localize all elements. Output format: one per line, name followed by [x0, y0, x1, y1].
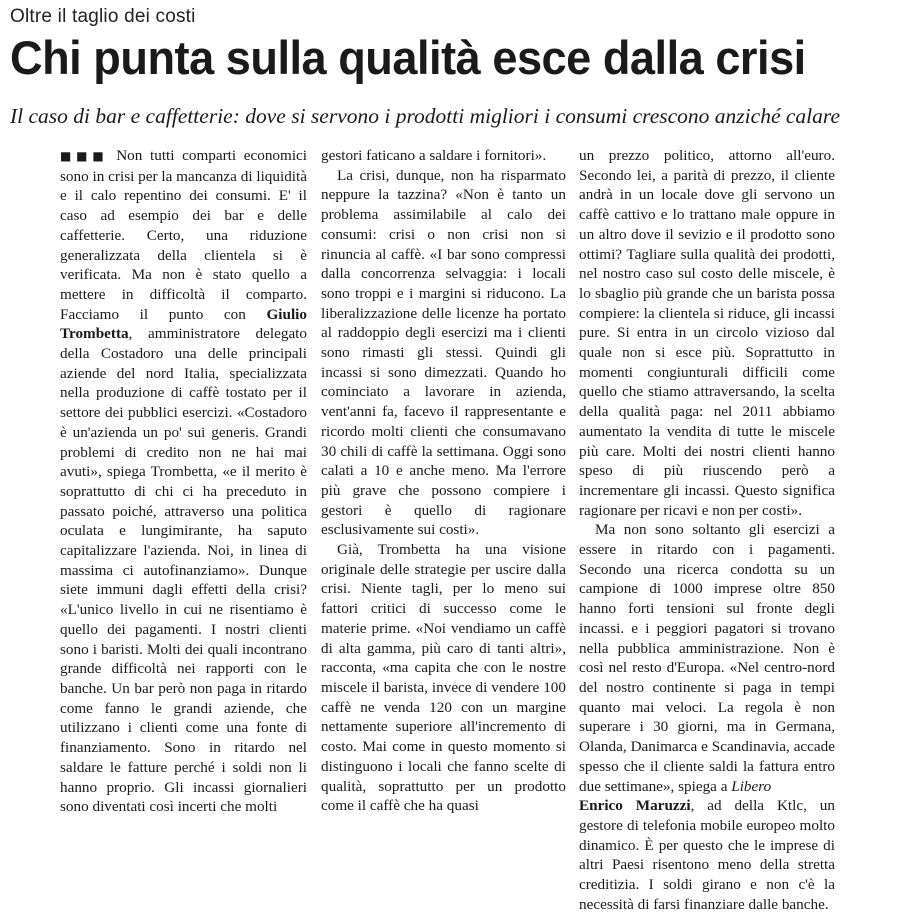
- article-column-1: [60, 146, 307, 817]
- paragraph: gestori faticano a saldare i fornitori».: [321, 147, 547, 164]
- paragraph: un prezzo politico, attorno all'euro. Secondo lei, a parità di prezzo, il cliente andrà in un locale dove gli servono un caffè cattivo e lo trattano male oppure in un altro dove il sevizio e il prodotto sono ottimi? Tagliare sulla qualità dei prodotti, nel nostro caso sul costo delle miscele, è lo sbaglio più grande che un barista possa compiere: la clientela si riduce, gli incassi pure. Si entra in un circolo vizioso dal quale non si esce più. Soprattutto in momenti congiunturali difficili come quello che stiamo attraversando, la scelta della qualità paga: nel 2011 abbiamo aumentato la vendita di tutte le miscele più care. Molti dei nostri clienti hanno speso di più riuscendo però a incrementare gli incassi. Questo significa ragionare per ricavi e non per costi».: [579, 147, 835, 519]
- source-name: Libero: [731, 777, 772, 795]
- subheadline: Il caso di bar e caffetterie: dove si servono i prodotti migliori i consumi crescono anziché calare: [10, 104, 840, 128]
- person-name: Enrico Maruzzi: [579, 797, 691, 815]
- paragraph-text: Ma non sono soltanto gli esercizi a essere in ritardo con i pagamenti. Secondo una ricerca condotta su un campione di 1000 imprese oltre 850 hanno forti tensioni sul fronte degli incassi. e i peggiori pagatori si trovano nella pubblica amministrazione. Non è così nel resto d'Europa. «Nel centro-nord del nostro continente si paga in tempi quanto mai veloci. La regola è non superare i 30 giorni, ma in Germana, Olanda, Danimarca e Scandinavia, accade spesso che il cliente saldi la fattura entro due settimane», spiega a: [579, 521, 835, 795]
- article-column-3: [579, 146, 835, 914]
- paragraph: [579, 520, 835, 914]
- paragraph-text: , ad della Ktlc, un gestore di telefonia mobile europeo molto dinamico. È per questo che le imprese di altri Paesi risentono meno della stretta creditizia. I soldi girano e non c'è la necessità di farsi finanziare dalle banche.: [579, 797, 835, 913]
- kicker: Oltre il taglio dei costi: [10, 6, 196, 27]
- article-column-2: [321, 146, 566, 816]
- section-bullet-icon: ■■■: [60, 149, 109, 163]
- person-name: Giulio Trombetta: [60, 305, 307, 343]
- paragraph-text: Non tutti comparti economici sono in crisi per la mancanza di liquidità e il calo repentino dei consumi. E' il caso ad esempio dei bar e delle caffetterie. Certo, una riduzione generalizzata della clientela si è verificata. Ma non è stato quello a mettere in difficoltà il comparto. Facciamo il punto con: [60, 147, 307, 323]
- paragraph: Già, Trombetta ha una visione originale delle strategie per uscire dalla crisi. Niente tagli, per lo meno sui fattori critici di successo come le materie prime. «Noi vendiamo un caffè di alta gamma, più caro di tanti altri», racconta, «ma capita che con le nostre miscele il barista, invece di vendere 100 caffè ne venda 120 con un margine nettamente superiore all'incremento di costo. Mai come in questo momento si distinguono i locali che fanno scelte di qualità, soprattutto per un prodotto come il caffè che ha quasi: [321, 541, 566, 815]
- paragraph-text: , amministratore delegato della Costadoro una delle principali aziende del nord Italia, specializzata nella produzione di caffè tostato per il settore dei pubblici esercizi. «Costadoro è un'azienda un po' sui generis. Grandi problemi di credito non ne hai mai avuti», spiega Trombetta, «e il merito è soprattutto di chi ci ha preceduto in passato poiché, attraverso una politica oculata e lungimirante, ha saputo capitalizzare l'azienda. Noi, in linea di massima ci autofinanziamo». Dunque siete immuni dagli effetti della crisi? «L'unico livello in cui ne risentiamo è quello dei pagamenti. I nostri clienti sono i baristi. Molti dei quali incontrano grande difficoltà nei rapporti con le banche. Un bar però non paga in ritardo come fanno le grandi aziende, che utilizzano i clienti come una fonte di finanziamento. Sono in ritardo nel saldare le fatture perché i soldi non li hanno proprio. Gli incassi giornalieri sono diventati così incerti che molti: [60, 325, 307, 816]
- paragraph: [60, 146, 307, 817]
- paragraph: La crisi, dunque, non ha risparmato neppure la tazzina? «Non è tanto un problema assimilabile al calo dei consumi: crisi o non crisi non si rinuncia al caffè. «I bar sono compressi dalla concorrenza selvaggia: i locali sono troppi e i margini si riducono. La liberalizzazione delle licenze ha portato al raddoppio degli esercizi ma i clienti sono rimasti gli stessi. Quindi gli incassi si sono dimezzati. Quando ho cominciato a lavorare in azienda, vent'anni fa, facevo il rappresentante e ricordo molti clienti che consumavano 30 chili di caffè la settimana. Oggi sono calati a 10 e anche meno. Ma l'errore più grave che possono compiere i gestori è quello di ragionare esclusivamente sui costi».: [321, 166, 566, 539]
- headline: Chi punta sulla qualità esce dalla crisi: [10, 31, 806, 84]
